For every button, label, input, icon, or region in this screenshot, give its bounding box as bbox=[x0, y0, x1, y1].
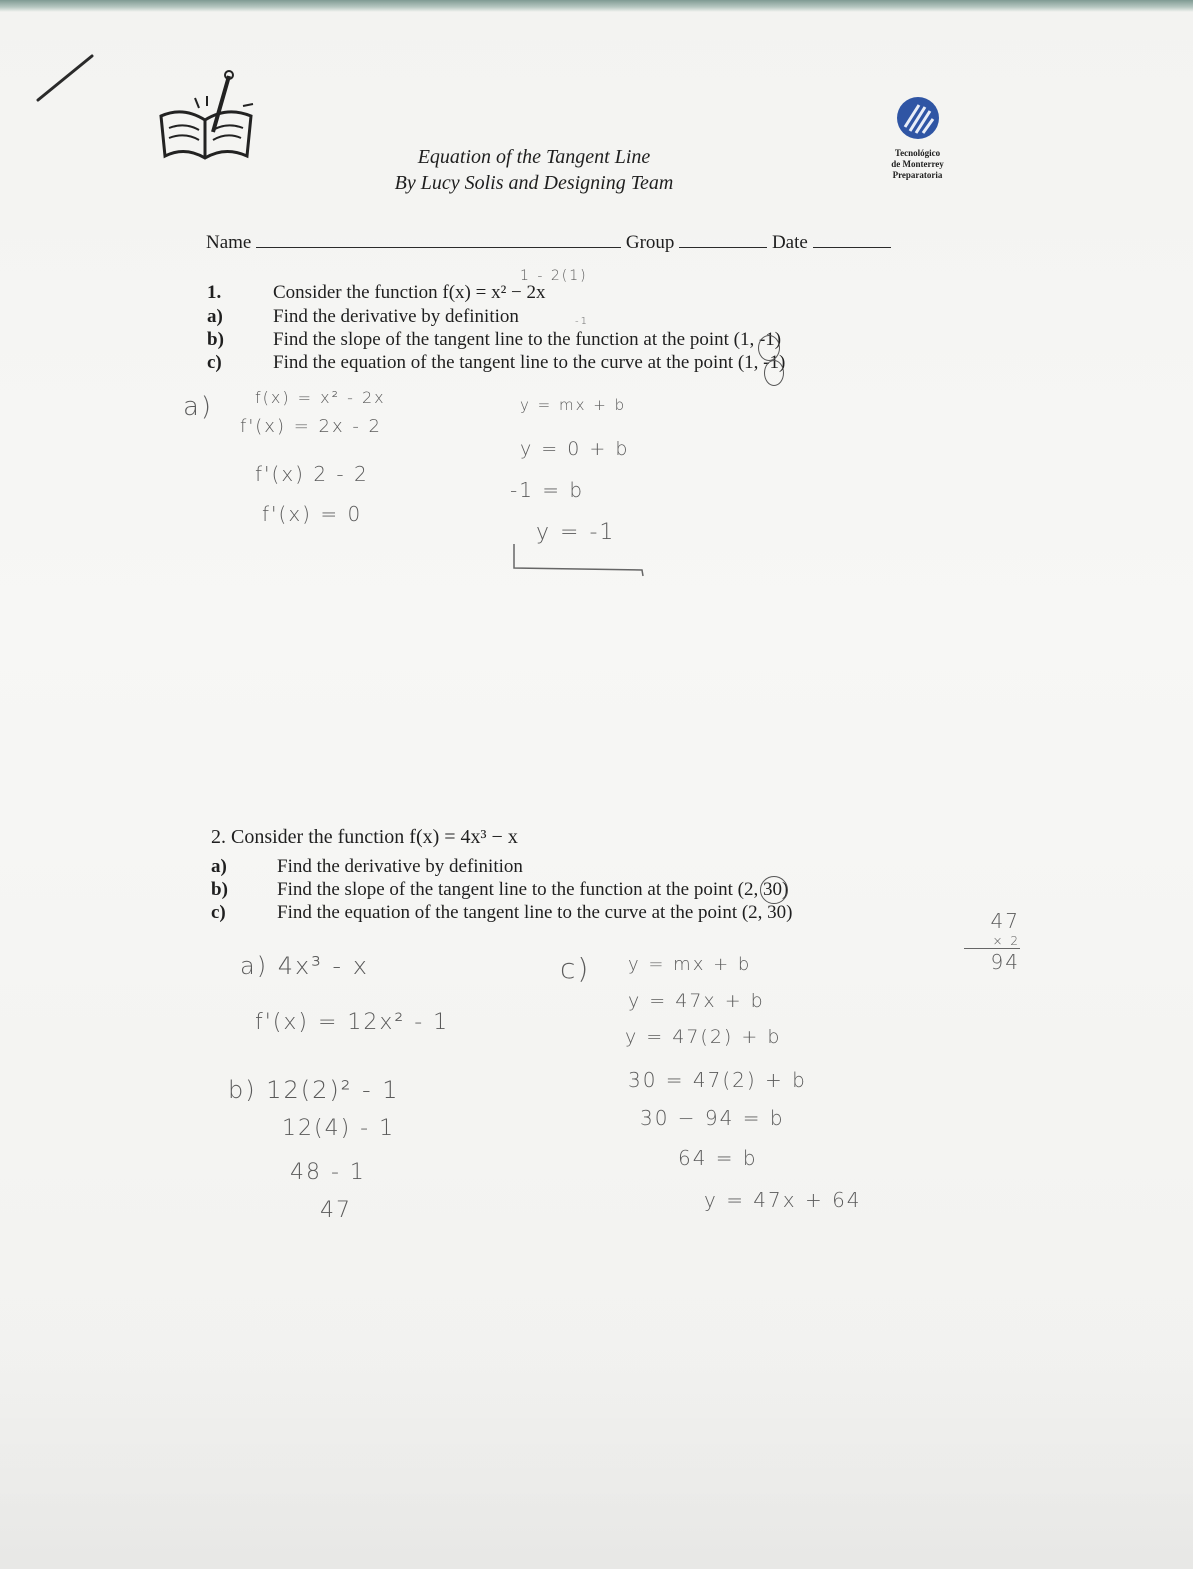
handwritten-work-line: 47 bbox=[320, 1198, 352, 1223]
handwritten-work-line: y = 47x + 64 bbox=[704, 1188, 862, 1212]
logo-line-2: de Monterrey bbox=[891, 159, 944, 169]
group-blank[interactable] bbox=[679, 247, 767, 248]
problem-2-part-text: Find the equation of the tangent line to the curve at the point (2, 30) bbox=[277, 902, 793, 923]
handwritten-work-line: y = 47(2) + b bbox=[625, 1026, 782, 1048]
handwritten-work-line: 12(4) - 1 bbox=[282, 1116, 396, 1141]
side-calc-line: × 2 bbox=[992, 934, 1020, 948]
pen-circle-mark bbox=[758, 335, 780, 361]
handwritten-work-line: f'(x) = 2x - 2 bbox=[240, 416, 383, 437]
handwritten-work-line: 64 = b bbox=[678, 1146, 758, 1170]
problem-2-statement: 2. Consider the function f(x) = 4x³ − x bbox=[211, 826, 518, 848]
handwritten-work-line: a) bbox=[183, 392, 214, 422]
answer-box-stroke bbox=[510, 540, 650, 580]
problem-1 bbox=[207, 282, 785, 375]
handwritten-work-line: f(x) = x² - 2x bbox=[255, 388, 386, 407]
logo-line-3: Preparatoria bbox=[892, 170, 943, 180]
book-pencil-icon bbox=[155, 68, 260, 163]
side-calc-line: 94 bbox=[964, 948, 1020, 975]
handwritten-work-line: f'(x) = 12x² - 1 bbox=[255, 1010, 450, 1035]
handwritten-work-line: -1 = b bbox=[510, 478, 585, 502]
group-label: Group bbox=[625, 232, 675, 253]
handwritten-work-line: b) 12(2)² - 1 bbox=[228, 1076, 400, 1104]
problem-2 bbox=[211, 826, 793, 925]
problem-1-part-label: c) bbox=[207, 352, 222, 373]
name-blank[interactable] bbox=[256, 247, 621, 248]
date-blank[interactable] bbox=[813, 247, 891, 248]
handwritten-work-line: y = -1 bbox=[536, 520, 616, 545]
problem-1-part-text: Find the derivative by definition bbox=[273, 306, 519, 327]
side-calc-line: 47 bbox=[990, 909, 1020, 933]
handwritten-work-line: 30 = 47(2) + b bbox=[628, 1068, 807, 1092]
problem-2-part-label: a) bbox=[211, 856, 227, 877]
problem-1-part-label: b) bbox=[207, 329, 224, 350]
worksheet-byline: By Lucy Solis and Designing Team bbox=[394, 172, 674, 194]
side-calculation bbox=[964, 908, 1020, 975]
problem-2-part-label: c) bbox=[211, 902, 226, 923]
problem-2-part-label: b) bbox=[211, 879, 228, 900]
header-fields bbox=[206, 232, 891, 254]
handwritten-note: 1 - 2(1) bbox=[520, 268, 588, 284]
handwritten-note: -1 bbox=[575, 316, 589, 327]
problem-1-part-text: Find the slope of the tangent line to the function at the point (1, -1) bbox=[273, 329, 782, 350]
school-logo bbox=[870, 95, 965, 181]
problem-2-part-text: Find the slope of the tangent line to the function at the point (2, 30) bbox=[277, 879, 789, 900]
date-label: Date bbox=[771, 232, 808, 253]
pen-circle-mark bbox=[764, 360, 784, 386]
name-label: Name bbox=[206, 232, 252, 253]
handwritten-work-line: y = mx + b bbox=[520, 396, 627, 414]
handwritten-work-line: 30 − 94 = b bbox=[640, 1106, 785, 1130]
handwritten-work-line: a) 4x³ - x bbox=[240, 952, 369, 980]
problem-1-part-label: a) bbox=[207, 306, 223, 327]
photo-top-edge bbox=[0, 0, 1193, 12]
worksheet-title: Equation of the Tangent Line bbox=[417, 146, 651, 168]
handwritten-work-line: c) bbox=[560, 952, 591, 985]
handwritten-work-line: y = mx + b bbox=[628, 954, 752, 975]
pen-stroke-mark bbox=[30, 50, 100, 110]
pen-circle-mark bbox=[760, 876, 788, 904]
handwritten-work-line: y = 0 + b bbox=[520, 438, 630, 460]
photo-shadow bbox=[0, 1330, 1193, 1569]
problem-2-part-text: Find the derivative by definition bbox=[277, 856, 523, 877]
logo-line-1: Tecnológico bbox=[894, 148, 941, 158]
handwritten-work-line: 48 - 1 bbox=[290, 1160, 366, 1185]
tec-globe-icon bbox=[895, 95, 941, 141]
handwritten-work-line: y = 47x + b bbox=[628, 990, 765, 1012]
problem-1-statement: Consider the function f(x) = x² − 2x bbox=[273, 282, 546, 303]
handwritten-work-line: f'(x) = 0 bbox=[262, 502, 363, 526]
handwritten-work-line: f'(x) 2 - 2 bbox=[255, 462, 369, 486]
problem-1-part-text: Find the equation of the tangent line to the curve at the point (1, -1) bbox=[273, 352, 786, 373]
problem-1-number: 1. bbox=[207, 282, 222, 303]
